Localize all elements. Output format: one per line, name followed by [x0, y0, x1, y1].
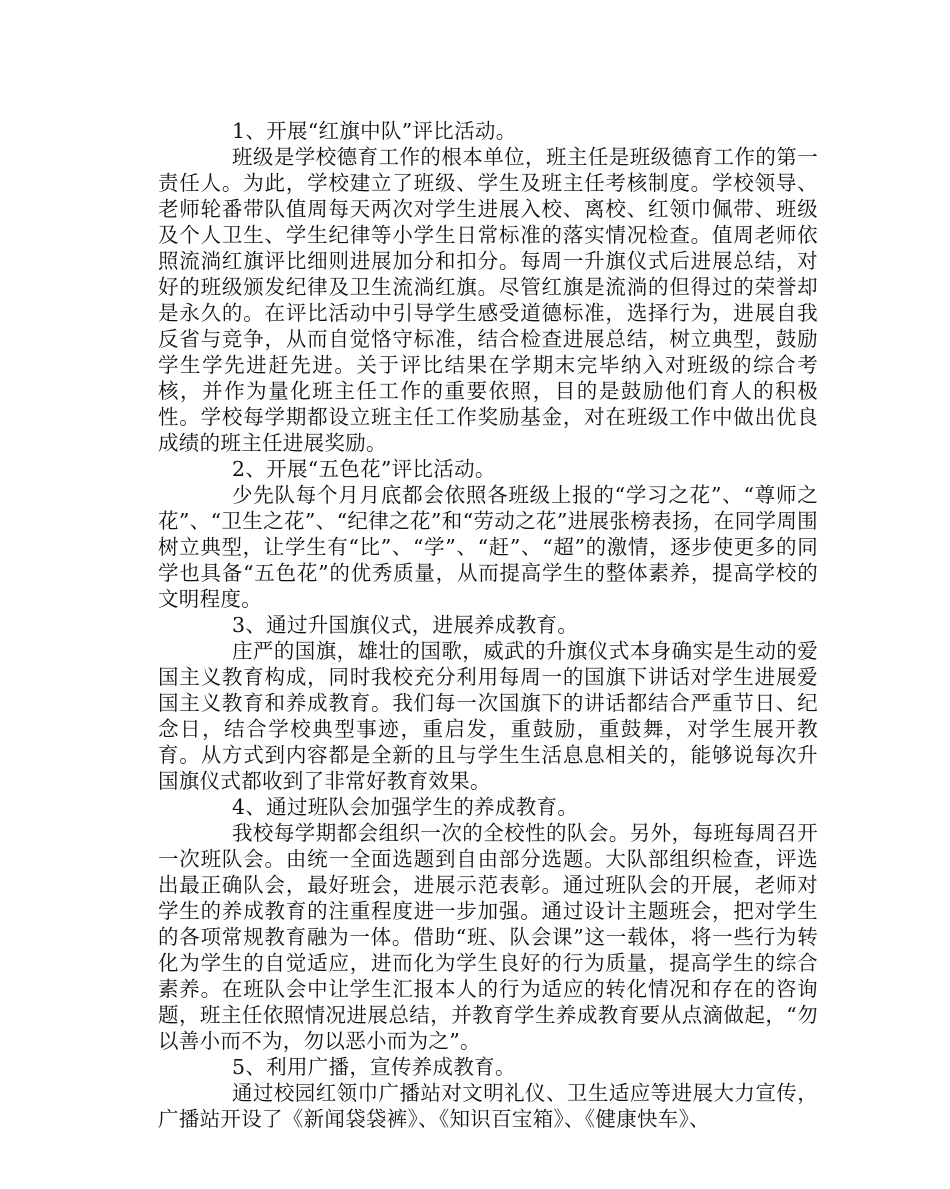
section-paragraph-5: 通过校园红领巾广播站对文明礼仪、卫生适应等进展大力宣传，广播站开设了《新闻袋袋裤》、《知识百宝箱》、《健康快车》、	[158, 1081, 818, 1131]
section-heading-1: 1、开展“红旗中队”评比活动。	[232, 119, 517, 143]
section-heading-2: 2、开展“五色花”评比活动。	[232, 457, 496, 481]
section-heading-4: 4、通过班队会加强学生的养成教育。	[232, 795, 579, 819]
section-paragraph-3: 庄严的国旗，雄壮的国歌，威武的升旗仪式本身确实是生动的爱国主义教育构成，同时我校充分利用每周一的国旗下讲话对学生进展爱国主义教育和养成教育。我们每一次国旗下的讲话都结合严重节日、纪念日，结合学校典型事迹，重启发，重鼓励，重鼓舞，对学生展开教育。从方式到内容都是全新的且与学生生活息息相关的，能够说每次升国旗仪式都收到了非常好教育效果。	[158, 639, 818, 793]
section-paragraph-1: 班级是学校德育工作的根本单位，班主任是班级德育工作的第一责任人。为此，学校建立了班级、学生及班主任考核制度。学校领导、老师轮番带队值周每天两次对学生进展入校、离校、红领巾佩带、班级及个人卫生、学生纪律等小学生日常标准的落实情况检查。值周老师依照流淌红旗评比细则进展加分和扣分。每周一升旗仪式后进展总结，对好的班级颁发纪律及卫生流淌红旗。尽管红旗是流淌的但得过的荣誉却是永久的。在评比活动中引导学生感受道德标准，选择行为，进展自我反省与竞争，从而自觉恪守标准，结合检查进展总结，树立典型，鼓励学生学先进赶先进。关于评比结果在学期末完毕纳入对班级的综合考核，并作为量化班主任工作的重要依照，目的是鼓励他们育人的积极性。学校每学期都设立班主任工作奖励基金，对在班级工作中做出优良成绩的班主任进展奖励。	[158, 145, 818, 455]
section-paragraph-2: 少先队每个月月底都会依照各班级上报的“学习之花”、“尊师之花”、“卫生之花”、“纪律之花”和“劳动之花”进展张榜表扬，在同学周围树立典型，让学生有“比”、“学”、“赶”、“超”的激情，逐步使更多的同学也具备“五色花”的优秀质量，从而提高学生的整体素养，提高学校的文明程度。	[158, 483, 818, 611]
document-body	[158, 118, 818, 1132]
section-paragraph-4: 我校每学期都会组织一次的全校性的队会。另外，每班每周召开一次班队会。由统一全面选题到自由部分选题。大队部组织检查，评选出最正确队会，最好班会，进展示范表彰。通过班队会的开展，老师对学生的养成教育的注重程度进一步加强。通过设计主题班会，把对学生的各项常规教育融为一体。借助“班、队会课”这一载体，将一些行为转化为学生的自觉适应，进而化为学生良好的行为质量，提高学生的综合素养。在班队会中让学生汇报本人的行为适应的转化情况和存在的咨询题，班主任依照情况进展总结，并教育学生养成教育要从点滴做起，“勿以善小而不为，勿以恶小而为之”。	[158, 821, 818, 1053]
section-heading-5: 5、利用广播，宣传养成教育。	[232, 1055, 516, 1079]
section-heading-3: 3、通过升国旗仪式，进展养成教育。	[232, 613, 579, 637]
